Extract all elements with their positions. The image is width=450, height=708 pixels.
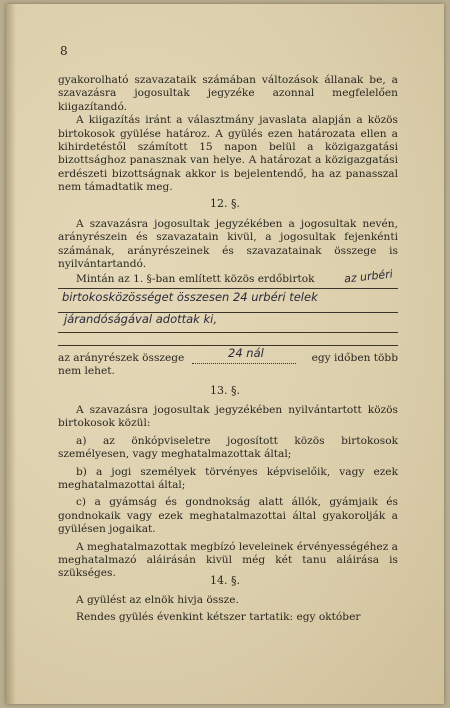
- section-13-heading: 13. §.: [210, 384, 240, 397]
- para-kiigazitas: A kiigazítás iránt a választmány javaslata alapján a közös birtokosok gyülése határoz. A gyülés ezen határozata ellen a kihirdetéstől számított 15 napon belül a közigazgatási bizottsághoz panasznak van helye. A határozat a közigazgatási erdészeti bizottságnak akkor is bejelentendő, ha az panasszal nem támadtatik meg.: [58, 114, 398, 194]
- arany-dotted-blank: [192, 363, 296, 364]
- arany-pre: az arányrészek összege: [58, 352, 185, 364]
- item-a: a) az önkópviseletre jogosított közös birtokosok személyesen, vagy meghatalmazottak által;: [58, 434, 398, 461]
- blank-line-3: [58, 332, 398, 333]
- para-meghatalmazottak: A meghatalmazottak megbízó leveleinek érvényességéhez a meghatalmazó aláirásán kivül még két tanu aláirása is szükséges.: [58, 540, 398, 580]
- para-13: A szavazásra jogosultak jegyzékében nyilvántartott közös birtokosok közül:: [58, 404, 398, 430]
- item-c: c) a gyámság és gondnokság alatt állók, gyámjaik és gondnokaik vagy ezek meghatalmazottai által gyakorolják a gyülésen jogaikat.: [58, 496, 398, 536]
- para-14a: A gyülést az elnök hivja össze.: [76, 594, 239, 606]
- section-12-body: [58, 218, 398, 272]
- blank-line-1: [58, 288, 398, 289]
- para-14b: Rendes gyülés évenkint kétszer tartatik: egy október: [76, 611, 361, 624]
- section-13-body: [58, 404, 398, 581]
- section-14-heading: 14. §.: [210, 574, 240, 587]
- page-edge-shadow: [6, 4, 16, 704]
- section-12-heading: 12. §.: [210, 197, 240, 210]
- handwriting-urberi: az urbéri: [343, 267, 394, 286]
- para-top: gyakorolható szavazataik számában változások állanak be, a szavazásra jogosultak jegyzéke azonnal megfelelően kiigazítandó.: [58, 74, 398, 113]
- section-14-body: [58, 594, 398, 625]
- paragraph-top: [58, 74, 398, 195]
- handwriting-24nal: 24 nál: [228, 346, 264, 360]
- item-b: b) a jogi személyek törvényes képviselőik, vagy ezek meghatalmazottai által;: [58, 465, 398, 492]
- handwriting-line-2: járandóságával adottak ki,: [64, 312, 218, 326]
- para-12: A szavazásra jogosultak jegyzékében a jogosultak nevén, arányrészein és szavazatain kivül, a jogosultak fejenkénti számának, arányrészeinek és szavazatainak összege is nyilvántartandó.: [58, 218, 398, 271]
- handwriting-line-1: birtokosközösséget összesen 24 urbéri telek: [62, 290, 318, 304]
- miutan-line: Mintán az 1. §-ban említett közös erdőbirtok: [76, 273, 315, 285]
- page-number: 8: [60, 44, 68, 58]
- arany-post: egy időben több: [311, 352, 398, 364]
- nem-lehet: nem lehet.: [58, 365, 115, 377]
